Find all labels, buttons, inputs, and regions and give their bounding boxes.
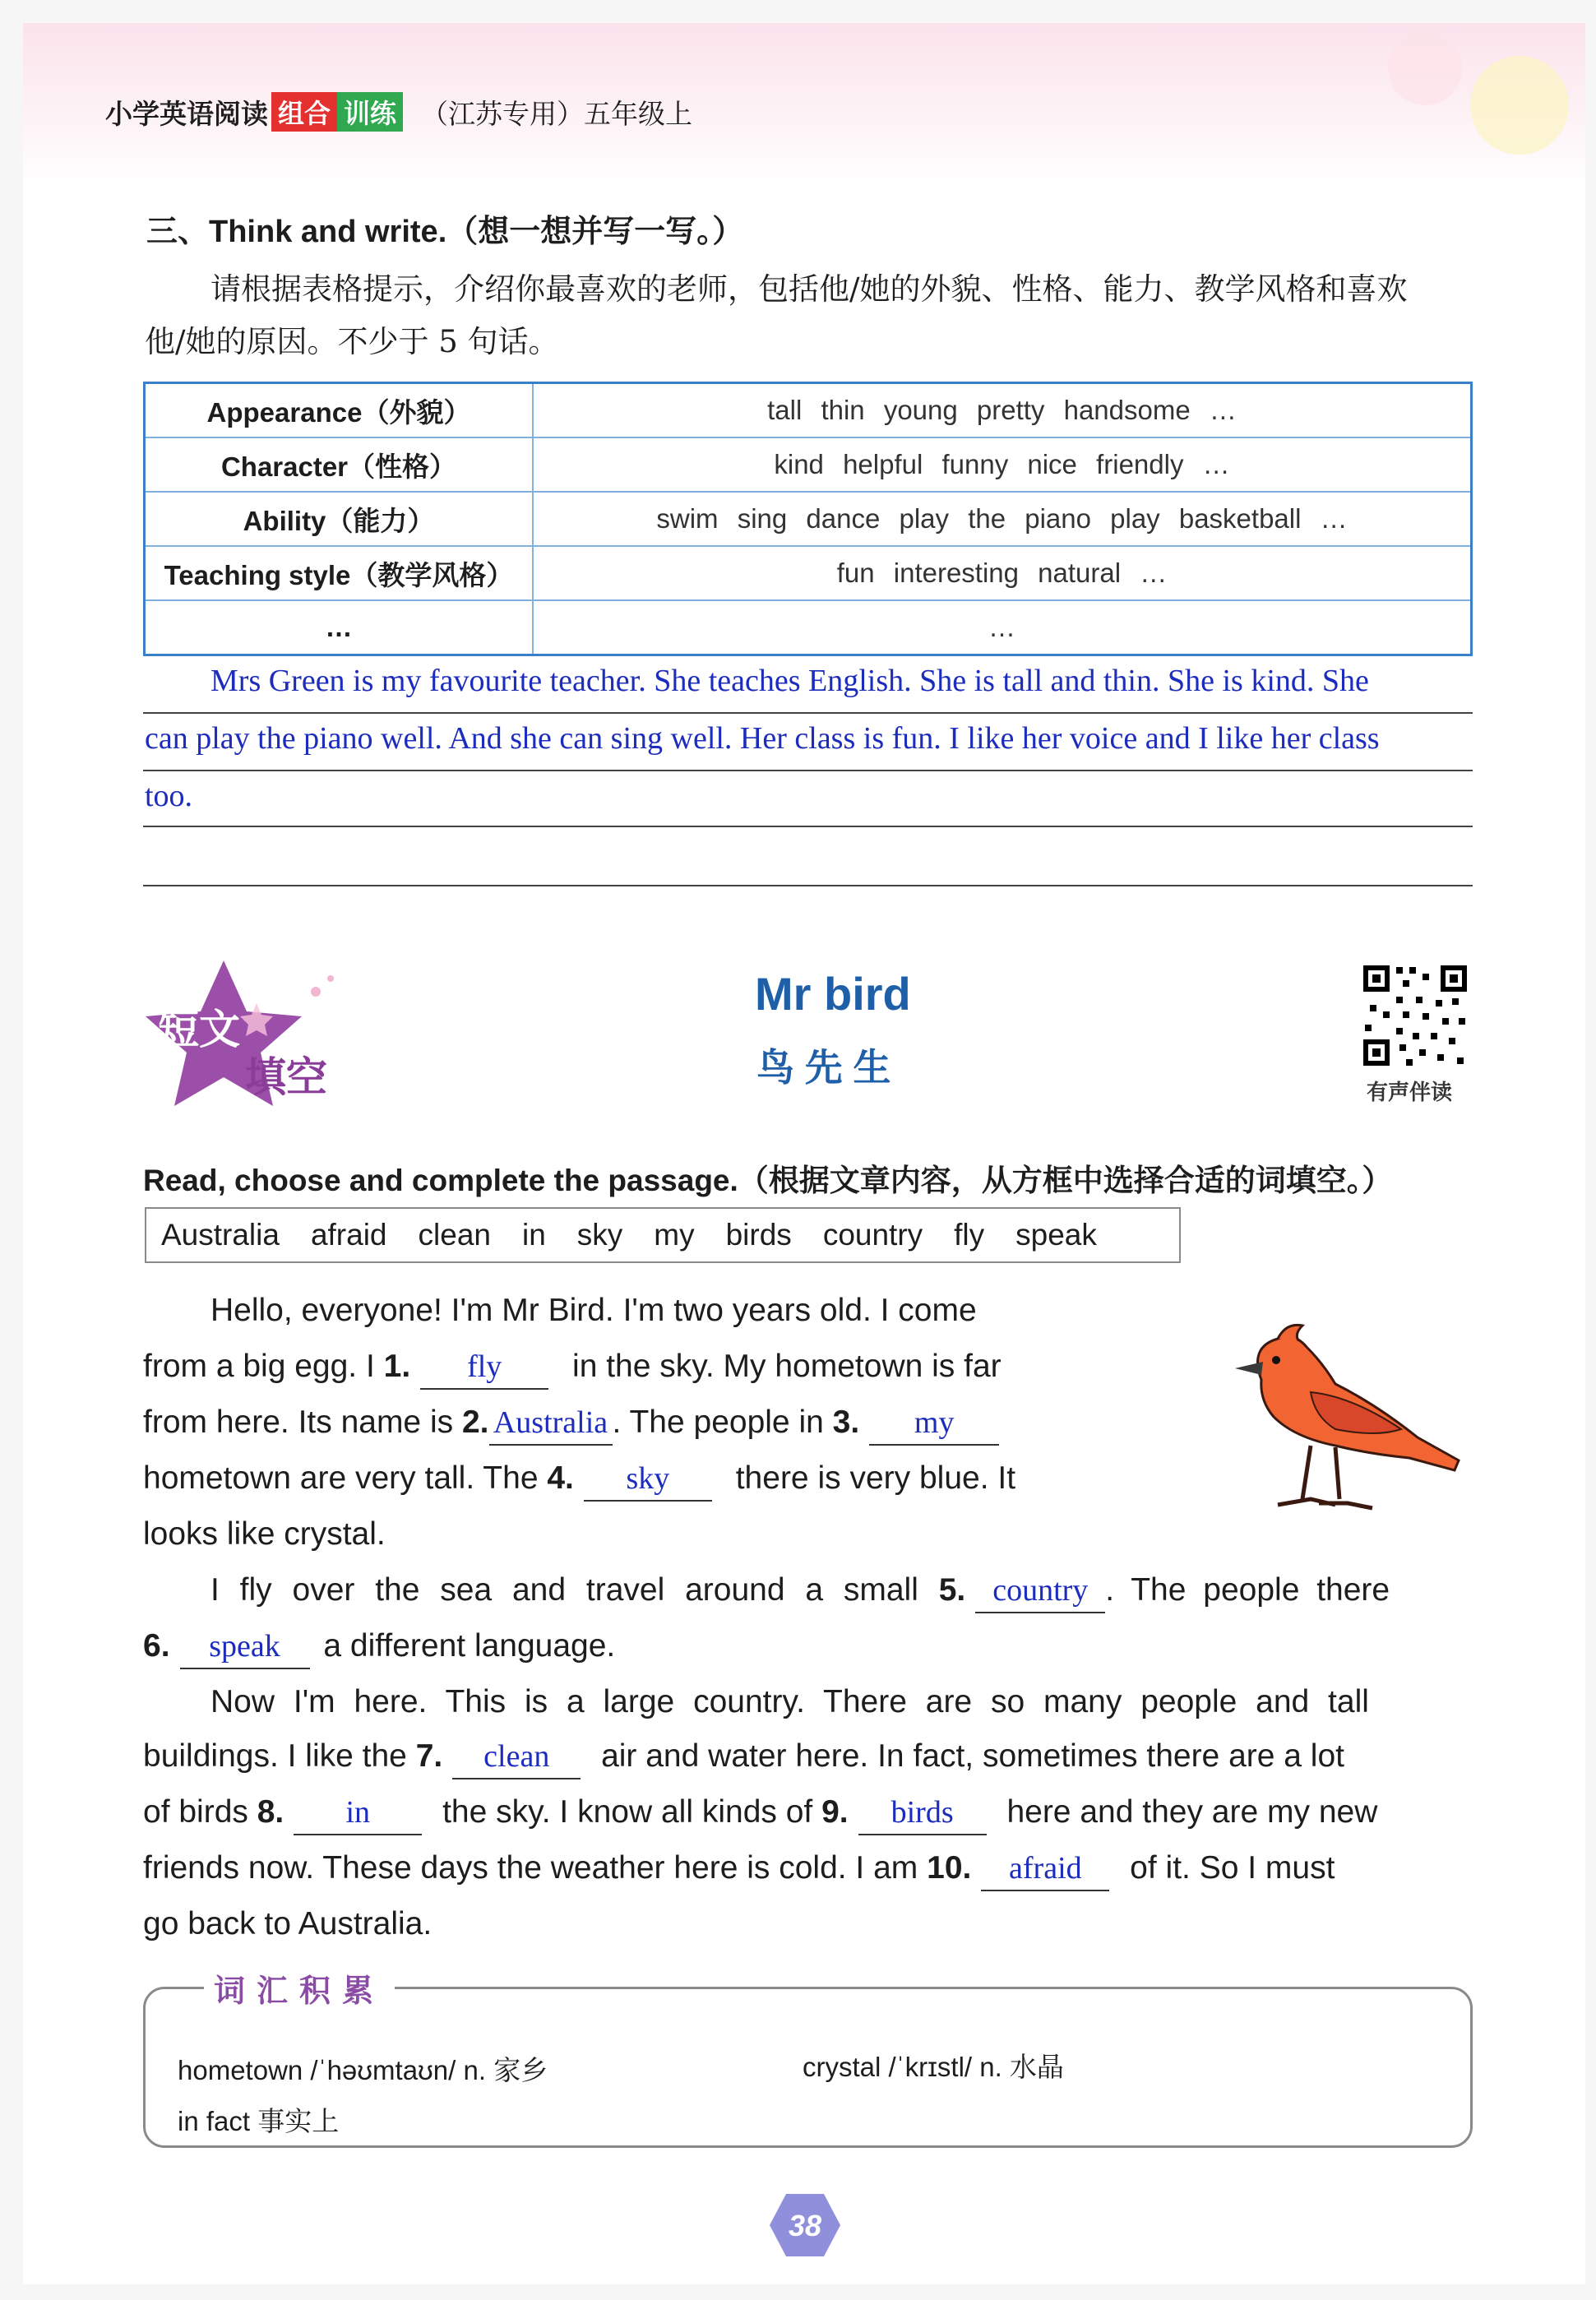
header-tag-1: 组合 — [271, 92, 337, 132]
word-option: birds — [725, 1218, 792, 1252]
answer-blank-2[interactable]: Australia — [489, 1408, 613, 1446]
table-value: … — [533, 600, 1472, 655]
vocab-item: crystal /ˈkrɪstl/ n. 水晶 — [803, 2052, 1064, 2082]
passage-text: I fly over the sea and travel around a small — [210, 1572, 939, 1608]
passage-line — [143, 1349, 1002, 1390]
passage-line — [143, 1405, 999, 1446]
qr-caption: 有声伴读 — [1367, 1080, 1453, 1104]
header-tag-2: 训练 — [337, 92, 403, 132]
word-box — [145, 1207, 1181, 1263]
word-option: fly — [954, 1218, 985, 1252]
word-option: sky — [576, 1218, 623, 1252]
answer-line-2: can play the piano well. And she can sing well. Her class is fun. I like her voice and I like her class — [145, 721, 1380, 756]
blank-number: 10. — [927, 1850, 972, 1886]
blank-number: 1. — [383, 1349, 411, 1384]
passage-line — [143, 1460, 1015, 1502]
answer-blank-8[interactable]: in — [294, 1798, 422, 1835]
table-label: … — [145, 600, 534, 655]
edition-label: （江苏专用）五年级上 — [421, 98, 693, 129]
word-option: clean — [418, 1218, 491, 1252]
story-title-chinese: 鸟 先 生 — [756, 1046, 891, 1089]
table-label: Teaching style（教学风格） — [145, 546, 534, 600]
blank-number: 2. — [461, 1405, 489, 1440]
passage-text: from here. Its name is — [143, 1405, 462, 1440]
qr-code-icon[interactable] — [1362, 964, 1469, 1067]
passage-text: . The people in — [612, 1405, 833, 1440]
answer-blank-4[interactable]: sky — [584, 1464, 712, 1502]
passage-line — [143, 1738, 1344, 1779]
blank-number: 5. — [938, 1572, 966, 1608]
bird-illustration-icon — [1171, 1314, 1467, 1536]
decor-circle — [1388, 31, 1462, 105]
passage-text: in the sky. My hometown is far — [563, 1349, 1002, 1384]
word-option: in — [521, 1218, 546, 1252]
table-label: Character（性格） — [145, 437, 534, 492]
blank-number: 4. — [547, 1460, 574, 1496]
table-value: tall thin young pretty handsome … — [533, 383, 1472, 438]
table-value: fun interesting natural … — [533, 546, 1472, 600]
table-row — [145, 492, 1472, 546]
blank-number: 9. — [821, 1794, 849, 1830]
hint-table — [143, 382, 1473, 656]
word-option: afraid — [310, 1218, 387, 1252]
passage-text: a different language. — [314, 1628, 616, 1664]
passage-line: looks like crystal. — [143, 1516, 386, 1552]
decor-circle — [1470, 56, 1569, 155]
answer-line-1: Mrs Green is my favourite teacher. She teaches English. She is tall and thin. She is kind. She — [210, 664, 1369, 698]
passage-text: from a big egg. I — [143, 1349, 384, 1384]
passage-line: go back to Australia. — [143, 1906, 433, 1941]
exercise-instruction: Read, choose and complete the passage.（根据文章内容，从方框中选择合适的词填空。） — [143, 1164, 1393, 1197]
passage-text: friends now. These days the weather here is cold. I am — [143, 1850, 928, 1886]
passage-line: Hello, everyone! I'm Mr Bird. I'm two years old. I come — [210, 1293, 977, 1328]
passage-line: Now I'm here. This is a large country. There are so many people and tall — [210, 1684, 1369, 1719]
writing-line — [143, 885, 1473, 886]
passage-line — [143, 1850, 1335, 1891]
passage-text: of birds — [143, 1794, 257, 1830]
badge-line-2: 填空 — [245, 1054, 327, 1100]
passage-text: buildings. I like the — [143, 1738, 416, 1774]
table-value: kind helpful funny nice friendly … — [533, 437, 1472, 492]
answer-blank-3[interactable]: my — [869, 1408, 999, 1446]
passage-text: air and water here. In fact, sometimes there are a lot — [592, 1738, 1345, 1774]
passage-line — [143, 1628, 615, 1669]
passage-text: the sky. I know all kinds of — [433, 1794, 822, 1830]
writing-line — [143, 770, 1473, 771]
passage-text: . The people there — [1105, 1572, 1390, 1608]
page-number: 38 — [788, 2209, 822, 2242]
vocab-item: hometown /ˈhəʊmtaʊn/ n. 家乡 — [178, 2055, 548, 2085]
vocab-item: in fact 事实上 — [178, 2106, 340, 2136]
table-row — [145, 437, 1472, 492]
answer-blank-7[interactable]: clean — [452, 1742, 581, 1779]
passage-text: there is very blue. It — [726, 1460, 1016, 1496]
blank-number: 6. — [143, 1628, 170, 1664]
section-title: 三、Think and write.（想一想并写一写。） — [146, 215, 744, 249]
answer-blank-6[interactable]: speak — [180, 1631, 310, 1669]
instructions-line-1: 请根据表格提示，介绍你最喜欢的老师，包括他/她的外貌、性格、能力、教学风格和喜欢 — [210, 271, 1408, 307]
badge-line-1: 短文 — [158, 1007, 240, 1053]
word-option: my — [654, 1218, 695, 1252]
writing-line — [143, 826, 1473, 827]
blank-number: 8. — [257, 1794, 285, 1830]
story-title: Mr bird — [755, 968, 911, 1020]
table-row — [145, 600, 1472, 655]
passage-line — [143, 1794, 1377, 1835]
answer-blank-10[interactable]: afraid — [981, 1853, 1109, 1891]
word-option: country — [822, 1218, 923, 1252]
instructions-line-2: 他/她的原因。不少于 5 句话。 — [145, 324, 559, 359]
book-title: 小学英语阅读 — [105, 98, 268, 129]
passage-text: hometown are very tall. The — [143, 1460, 548, 1496]
table-row — [145, 383, 1472, 438]
word-option: speak — [1015, 1218, 1097, 1252]
answer-blank-9[interactable]: birds — [858, 1798, 987, 1835]
answer-blank-1[interactable]: fly — [420, 1352, 548, 1390]
vocab-label: 词汇积累 — [204, 1965, 395, 2011]
blank-number: 7. — [415, 1738, 443, 1774]
table-row — [145, 546, 1472, 600]
blank-number: 3. — [832, 1405, 860, 1440]
word-option: Australia — [161, 1218, 280, 1252]
answer-line-3: too. — [145, 779, 193, 813]
table-label: Appearance（外貌） — [145, 383, 534, 438]
answer-blank-5[interactable]: country — [975, 1576, 1105, 1613]
table-value: swim sing dance play the piano play basketball … — [533, 492, 1472, 546]
passage-text: of it. So I must — [1121, 1850, 1335, 1886]
running-header — [105, 92, 692, 132]
table-label: Ability（能力） — [145, 492, 534, 546]
writing-line — [143, 712, 1473, 714]
passage-text: here and they are my new — [997, 1794, 1378, 1830]
passage-line — [210, 1572, 1390, 1613]
